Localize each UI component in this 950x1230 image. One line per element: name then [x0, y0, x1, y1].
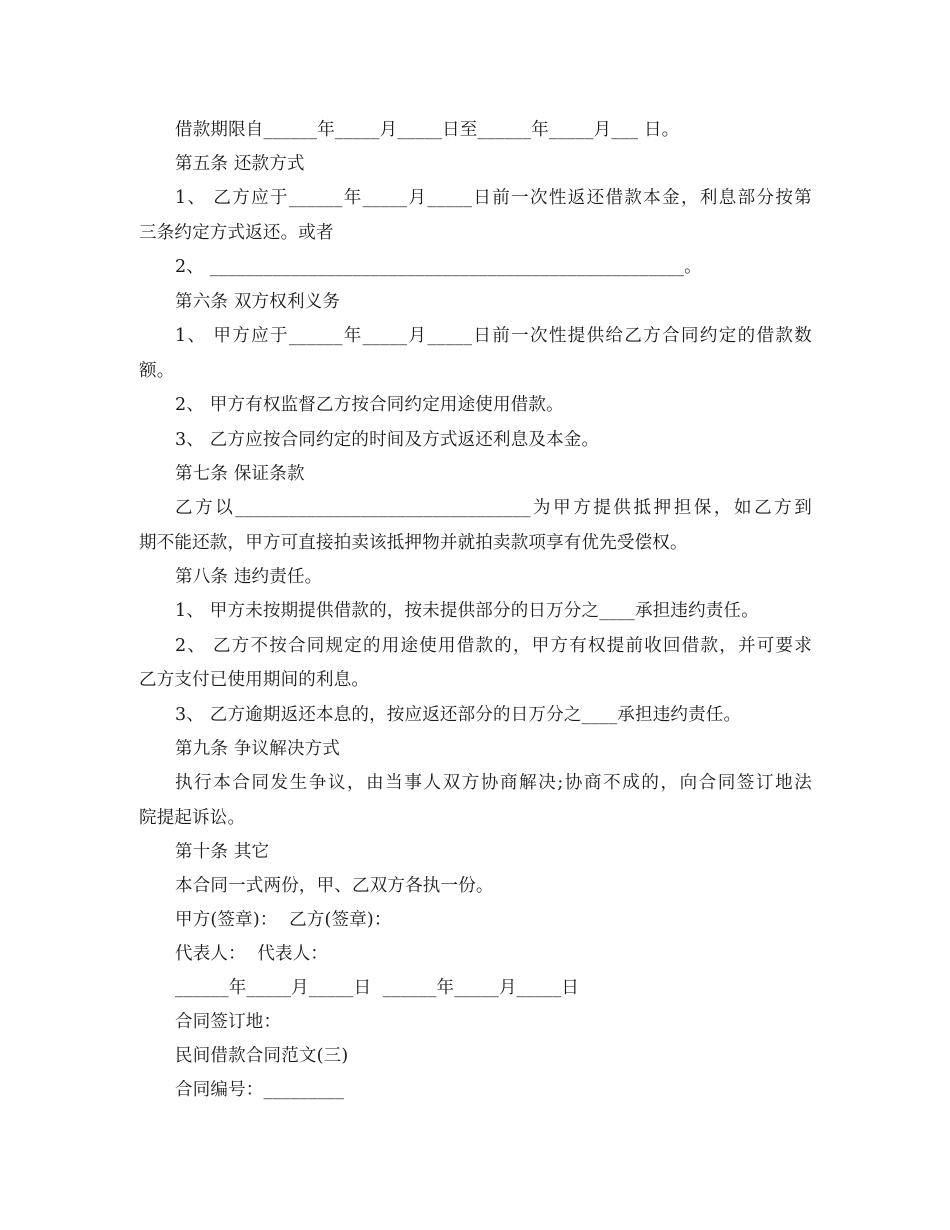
- signing-place: 合同签订地：: [175, 1012, 282, 1032]
- article-10-body: 本合同一式两份，甲、乙双方各执一份。: [175, 876, 494, 896]
- representatives: 代表人： 代表人：: [175, 944, 329, 964]
- article-5-clause-2: 2、 _____________________________________________________。: [175, 257, 702, 277]
- article-5-heading: 第五条 还款方式: [175, 154, 305, 174]
- article-10-heading: 第十条 其它: [175, 842, 270, 862]
- article-8-heading: 第八条 违约责任。: [175, 567, 323, 587]
- article-6-clause-1: 1、 甲方应于______年_____月_____日前一次性提供给乙方合同约定的借款数: [175, 326, 812, 346]
- signature-parties: 甲方(签章)： 乙方(签章)：: [175, 910, 392, 930]
- contract-number: 合同编号：_________: [175, 1080, 345, 1100]
- article-8-clause-1: 1、 甲方未按期提供借款的，按未提供部分的日万分之____承担违约责任。: [175, 601, 759, 621]
- article-6-heading: 第六条 双方权利义务: [175, 292, 341, 312]
- next-document-title: 民间借款合同范文(三): [175, 1046, 349, 1066]
- article-8-clause-2-cont: 乙方支付已使用期间的利息。: [139, 670, 370, 690]
- article-6-clause-3: 3、 乙方应按合同约定的时间及方式返还利息及本金。: [175, 430, 600, 450]
- article-6-clause-2: 2、 甲方有权监督乙方按合同约定用途使用借款。: [175, 395, 564, 415]
- article-6-clause-1-cont: 额。: [139, 361, 175, 381]
- article-9-body: 执行本合同发生争议，由当事人双方协商解决;协商不成的，向合同签订地法: [175, 773, 812, 793]
- article-7-heading: 第七条 保证条款: [175, 464, 305, 484]
- loan-period-line: 借款期限自______年_____月_____日至______年_____月___ 日。: [175, 120, 680, 140]
- article-5-clause-1: 1、 乙方应于______年_____月_____日前一次性返还借款本金，利息部分按第: [175, 188, 812, 208]
- article-9-body-cont: 院提起诉讼。: [139, 808, 246, 828]
- article-7-body-cont: 期不能还款，甲方可直接拍卖该抵押物并就拍卖款项享有优先受偿权。: [139, 533, 688, 553]
- article-8-clause-2: 2、 乙方不按合同规定的用途使用借款的，甲方有权提前收回借款，并可要求: [175, 636, 812, 656]
- article-7-body: 乙方以_________________________________为甲方提供抵押担保，如乙方到: [175, 498, 812, 518]
- article-9-heading: 第九条 争议解决方式: [175, 739, 341, 759]
- article-5-clause-1-cont: 三条约定方式返还。或者: [139, 223, 334, 243]
- signature-dates: ______年_____月_____日 ______年_____月_____日: [175, 978, 580, 998]
- article-8-clause-3: 3、 乙方逾期返还本息的，按应返还部分的日万分之____承担违约责任。: [175, 705, 742, 725]
